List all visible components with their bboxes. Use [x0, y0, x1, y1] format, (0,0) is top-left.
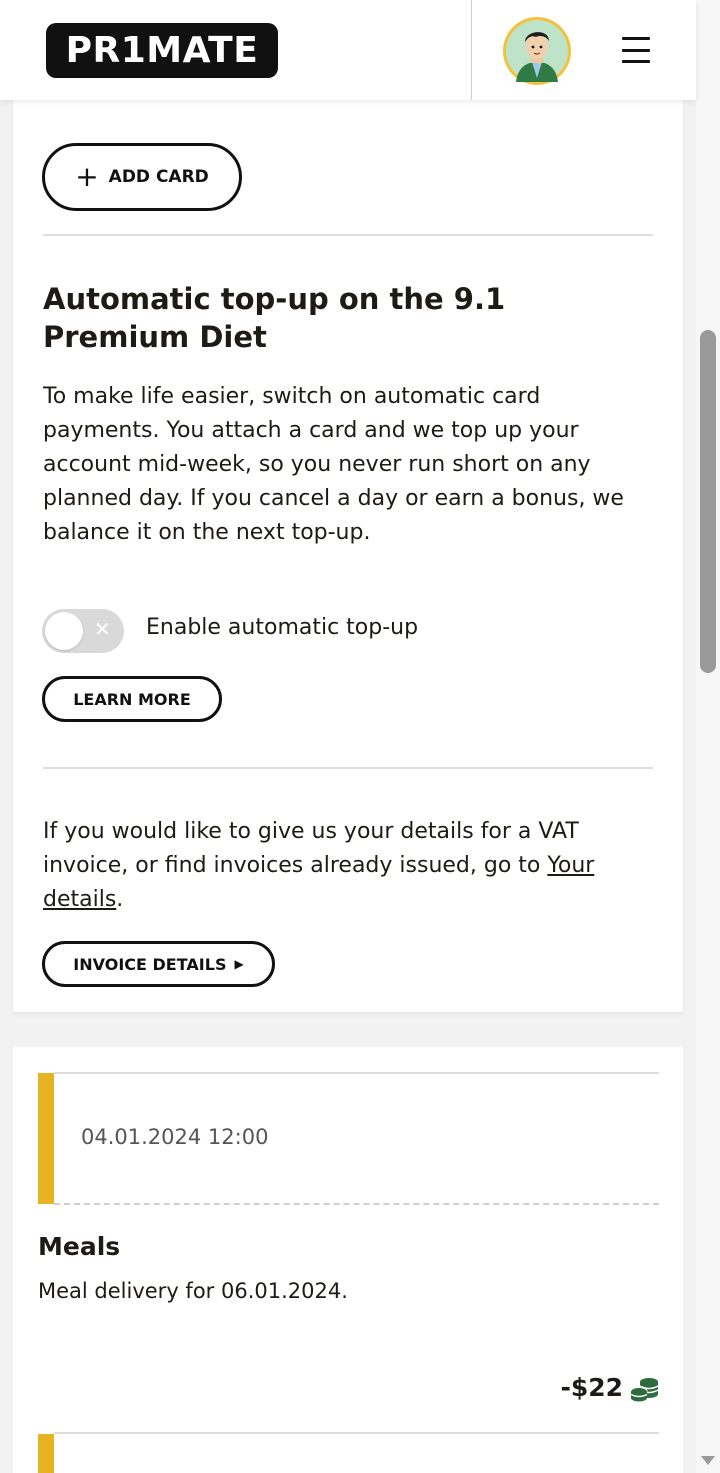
scrollbar-track[interactable]	[696, 0, 720, 1473]
auto-topup-description: To make life easier, switch on automatic card payments. You attach a card and we top up your account mid-week, so you never run short on any planned day. If you cancel a day or earn a bonus, we balance it on the next top-up.	[43, 384, 624, 545]
close-icon: ✕	[94, 617, 111, 641]
transaction-accent-bar	[38, 1434, 54, 1473]
transaction-card	[13, 1047, 683, 1473]
transaction-amount: -$22	[560, 1373, 623, 1402]
menu-line	[622, 49, 650, 52]
header-divider	[471, 0, 472, 100]
transaction-description: Meal delivery for 06.01.2024.	[38, 1279, 348, 1303]
menu-line	[622, 37, 650, 40]
add-card-button[interactable]	[42, 143, 242, 211]
transaction-date: 04.01.2024 12:00	[81, 1125, 269, 1149]
toggle-knob	[45, 612, 83, 650]
plus-icon: +	[75, 160, 99, 193]
payment-settings-card	[13, 100, 683, 1012]
invoice-details-button[interactable]	[42, 941, 275, 987]
invoice-details-label: INVOICE DETAILS	[73, 954, 227, 974]
invoice-info-text	[43, 815, 653, 917]
divider	[54, 1072, 659, 1074]
divider	[43, 767, 653, 769]
divider	[54, 1432, 659, 1434]
your-details-link[interactable]: Your details	[43, 853, 595, 912]
user-avatar[interactable]	[503, 17, 571, 85]
invoice-text-before: If you would like to give us your details for a VAT invoice, or find invoices already issued, go to	[43, 819, 579, 878]
auto-topup-toggle[interactable]	[42, 609, 124, 653]
avatar-illustration-icon	[506, 20, 568, 82]
dashed-divider	[54, 1203, 659, 1205]
header	[0, 0, 696, 100]
auto-topup-title: Automatic top-up on the 9.1 Premium Diet	[43, 282, 506, 354]
scrollbar-thumb[interactable]	[700, 330, 716, 673]
hamburger-menu-icon[interactable]	[622, 37, 650, 63]
scroll-down-icon[interactable]	[701, 1456, 715, 1465]
divider	[43, 234, 653, 236]
auto-topup-toggle-label: Enable automatic top-up	[146, 615, 419, 640]
chevron-right-icon: ▶	[234, 957, 244, 971]
add-card-label: ADD CARD	[108, 167, 209, 187]
invoice-text-after: .	[116, 887, 124, 912]
learn-more-button[interactable]: LEARN MORE	[42, 676, 222, 722]
logo[interactable]: PR1MATE	[46, 23, 278, 78]
coins-icon	[630, 1373, 660, 1403]
menu-line	[622, 60, 650, 63]
transaction-title: Meals	[38, 1232, 121, 1261]
transaction-accent-bar	[38, 1073, 54, 1204]
